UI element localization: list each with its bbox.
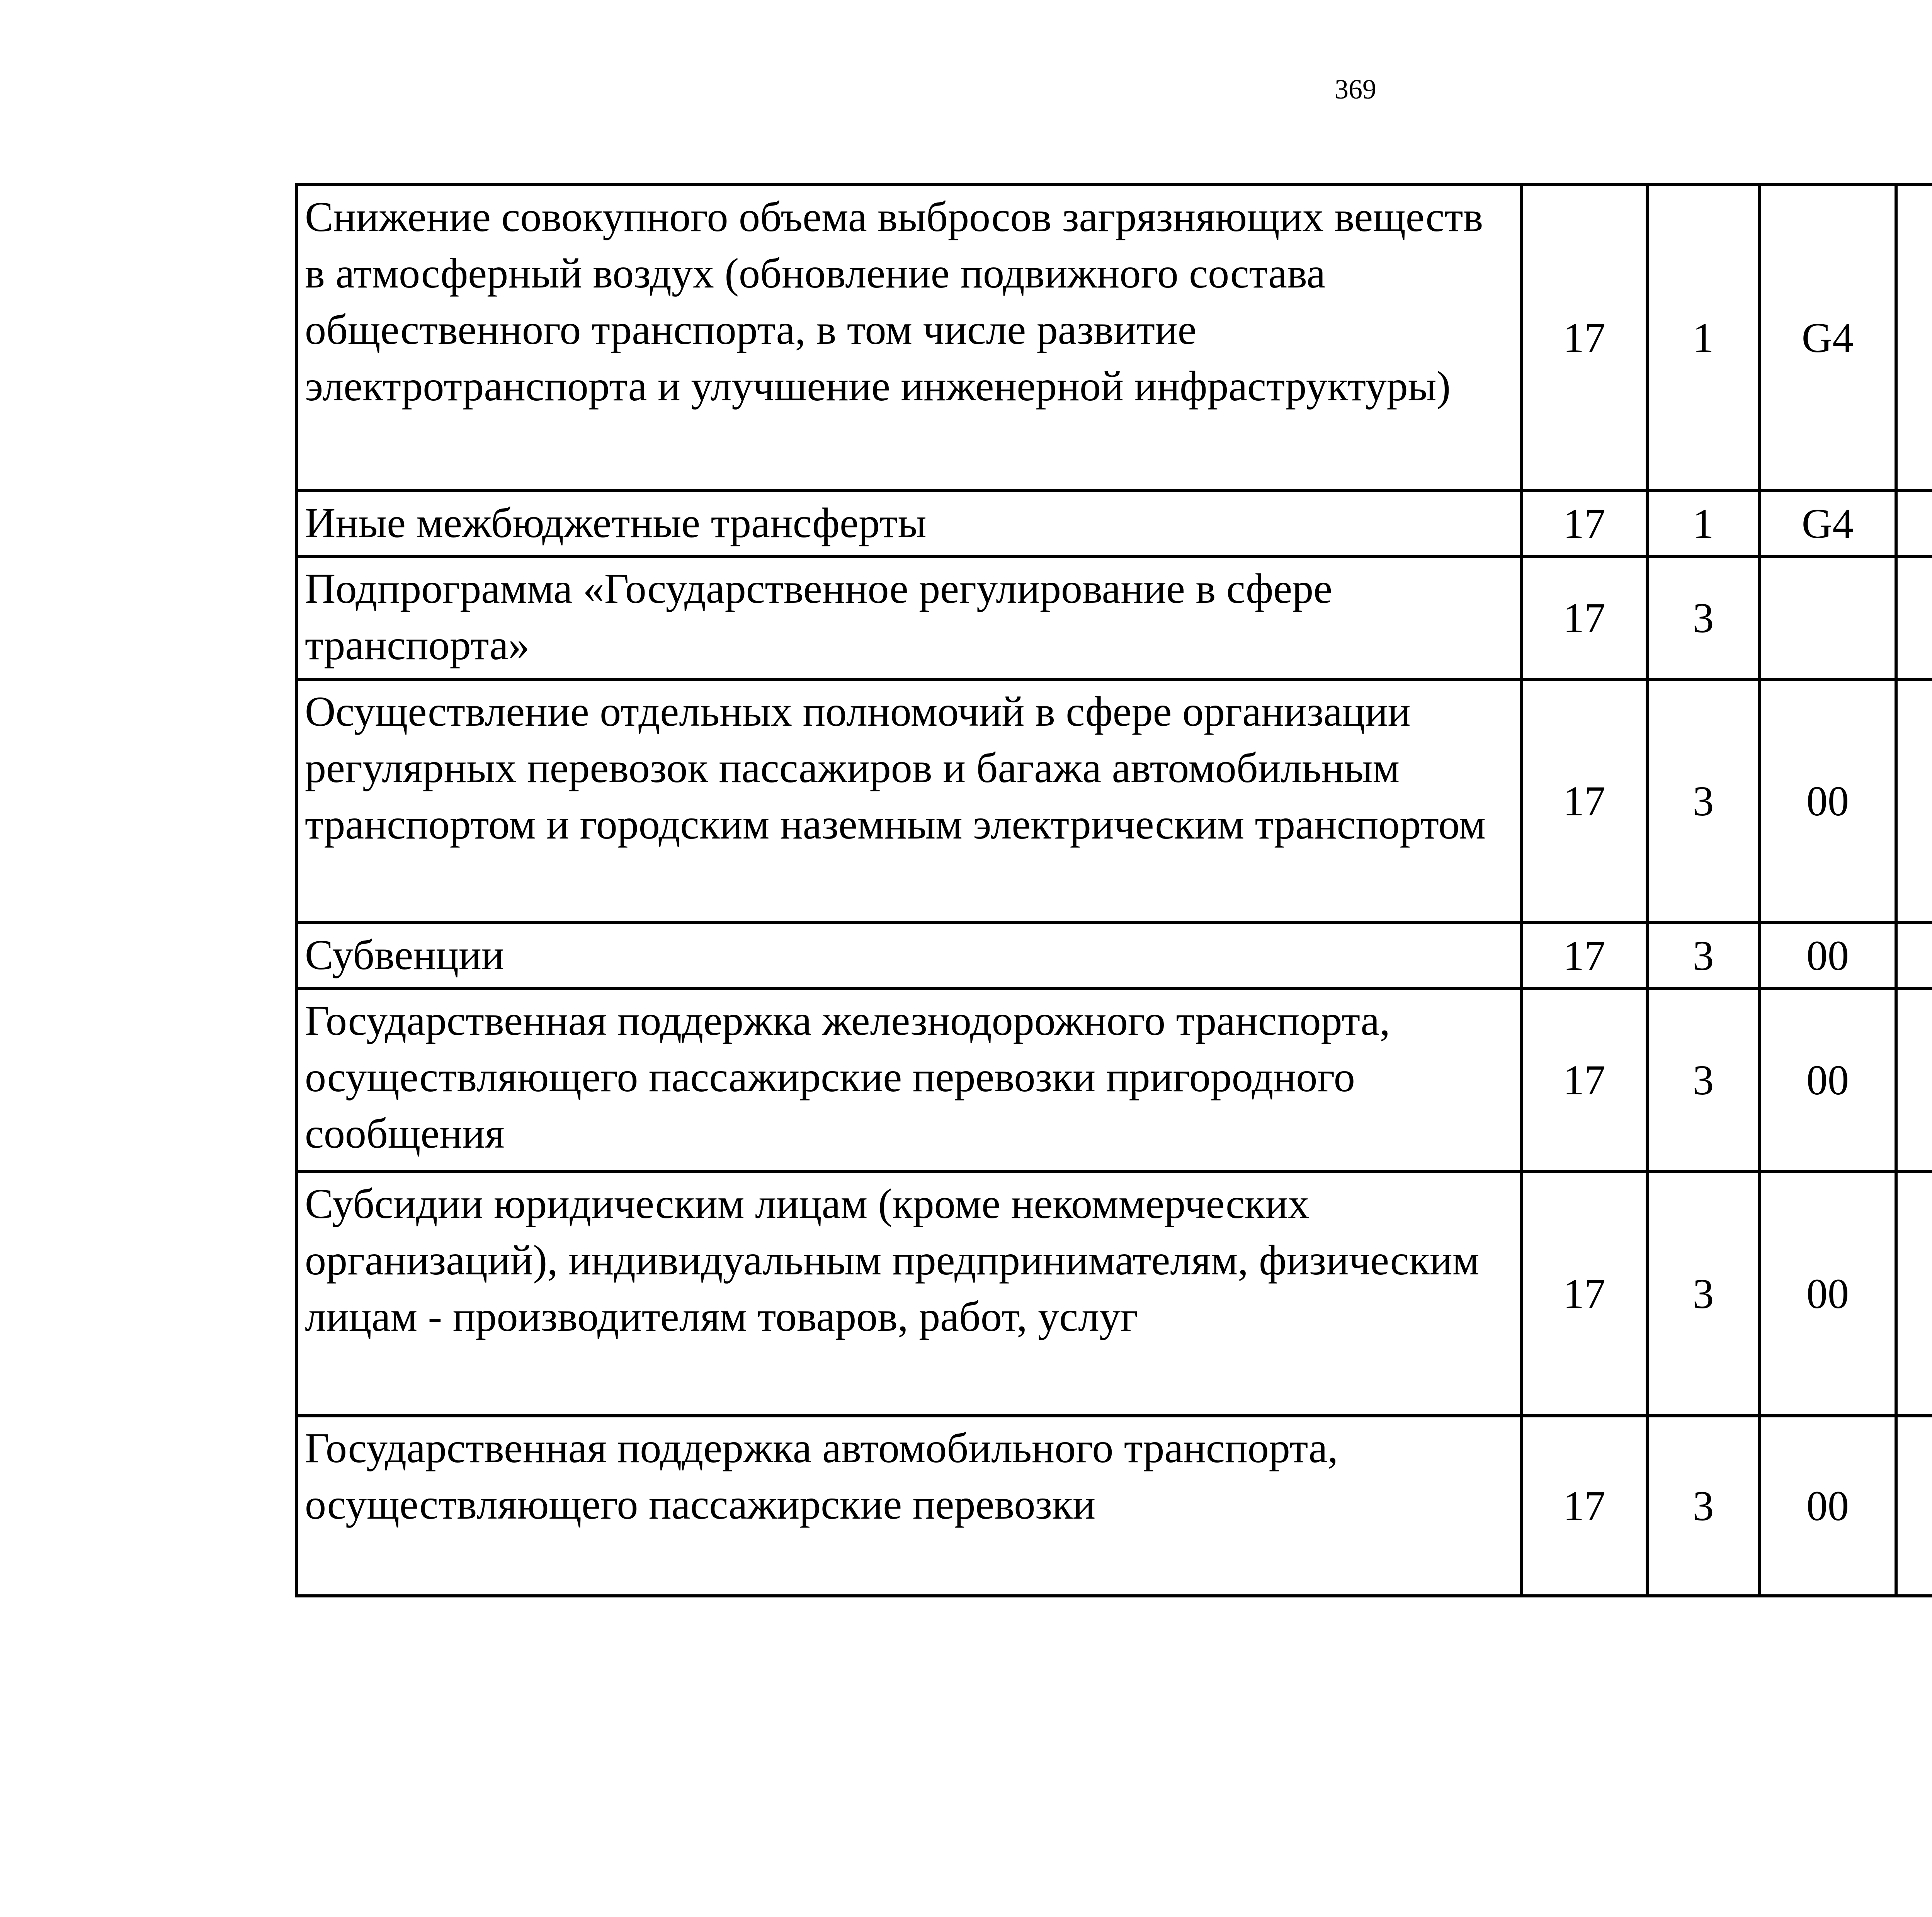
budget-table: [295, 183, 1932, 1597]
row-name: Снижение совокупного объема выбросов загрязняющих веществ в атмосферный воздух (обновление подвижного состава общественного транспорта, в том числе развитие электротранспорта и улучшение инженерной инфраструктуры): [296, 185, 1521, 491]
direction-code: [1896, 1416, 1932, 1596]
subprogram-code: 3: [1647, 1416, 1759, 1596]
subprogram-code: 1: [1647, 491, 1759, 556]
project-code: [1759, 556, 1896, 679]
project-code: 00: [1759, 1416, 1896, 1596]
direction-code: [1896, 556, 1932, 679]
subprogram-code: 3: [1647, 923, 1759, 988]
project-code: 00: [1759, 679, 1896, 923]
project-code: 00: [1759, 1172, 1896, 1416]
direction-code: [1896, 491, 1932, 556]
row-name: Иные межбюджетные трансферты: [296, 491, 1521, 556]
direction-code: [1896, 679, 1932, 923]
subprogram-code: 1: [1647, 185, 1759, 491]
table-row: [296, 1172, 1932, 1416]
table-row: [296, 988, 1932, 1172]
section-code: 17: [1521, 556, 1647, 679]
section-code: 17: [1521, 185, 1647, 491]
section-code: 17: [1521, 679, 1647, 923]
row-name: Субвенции: [296, 923, 1521, 988]
row-name: Государственная поддержка железнодорожного транспорта, осуществляющего пассажирские перевозки пригородного сообщения: [296, 988, 1521, 1172]
subprogram-code: 3: [1647, 556, 1759, 679]
direction-code: [1896, 1172, 1932, 1416]
table-row: [296, 556, 1932, 679]
section-code: 17: [1521, 1172, 1647, 1416]
row-name: Подпрограмма «Государственное регулирование в сфере транспорта»: [296, 556, 1521, 679]
project-code: G4: [1759, 491, 1896, 556]
page-number: 369: [1335, 74, 1376, 105]
table-row: [296, 491, 1932, 556]
subprogram-code: 3: [1647, 679, 1759, 923]
table-row: [296, 185, 1932, 491]
section-code: 17: [1521, 1416, 1647, 1596]
direction-code: [1896, 988, 1932, 1172]
project-code: G4: [1759, 185, 1896, 491]
table-row: [296, 923, 1932, 988]
project-code: 00: [1759, 923, 1896, 988]
subprogram-code: 3: [1647, 988, 1759, 1172]
section-code: 17: [1521, 491, 1647, 556]
direction-code: [1896, 185, 1932, 491]
direction-code: [1896, 923, 1932, 988]
row-name: Государственная поддержка автомобильного транспорта, осуществляющего пассажирские перевозки: [296, 1416, 1521, 1596]
row-name: Осуществление отдельных полномочий в сфере организации регулярных перевозок пассажиров и багажа автомобильным транспортом и городским наземным электрическим транспортом: [296, 679, 1521, 923]
row-name: Субсидии юридическим лицам (кроме некоммерческих организаций), индивидуальным предпринимателям, физическим лицам - производителям товаров, работ, услуг: [296, 1172, 1521, 1416]
section-code: 17: [1521, 923, 1647, 988]
table-row: [296, 1416, 1932, 1596]
table-row: [296, 679, 1932, 923]
section-code: 17: [1521, 988, 1647, 1172]
subprogram-code: 3: [1647, 1172, 1759, 1416]
project-code: 00: [1759, 988, 1896, 1172]
